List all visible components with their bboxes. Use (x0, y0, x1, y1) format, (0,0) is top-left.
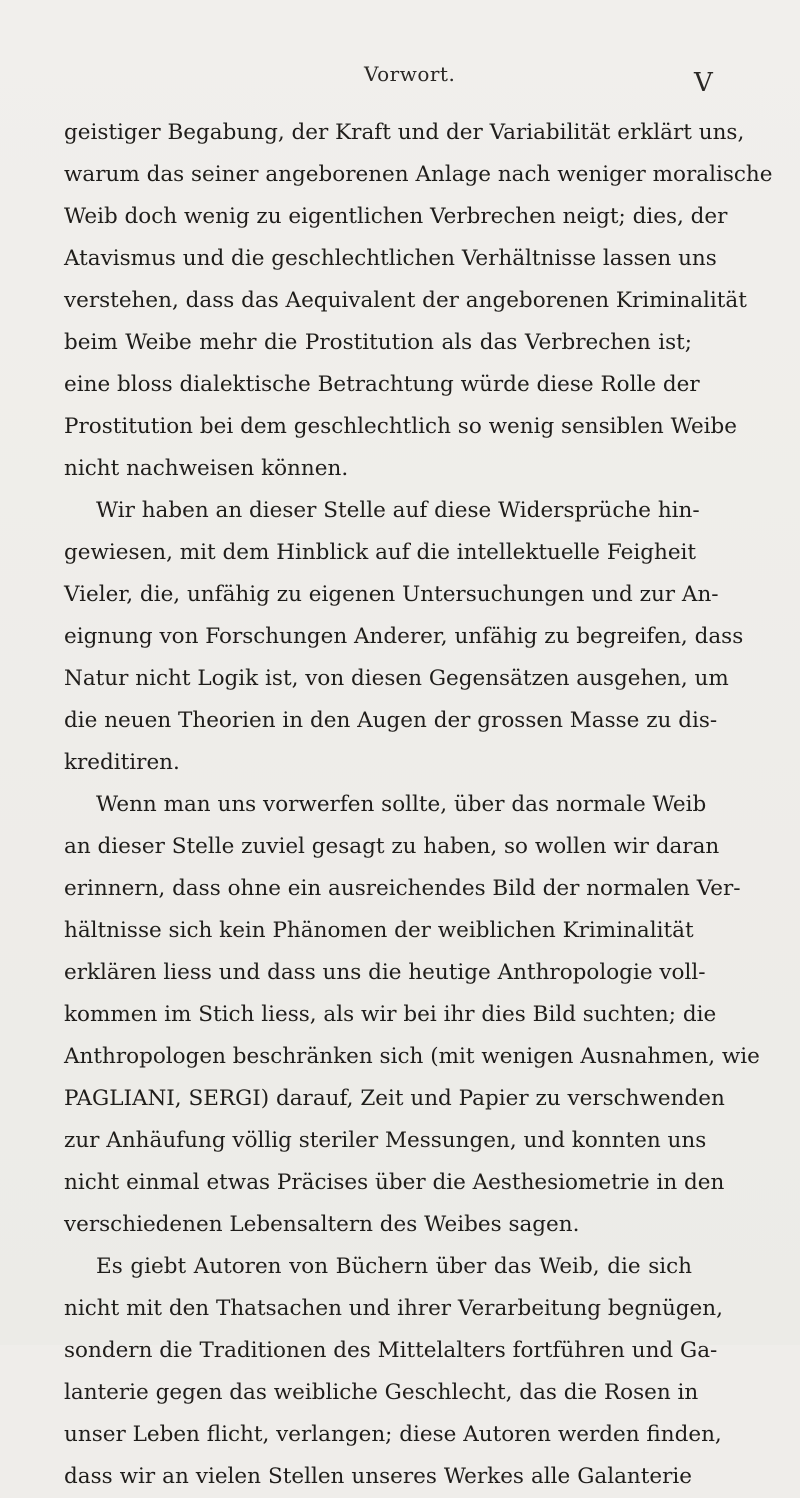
text-line: geistiger Begabung, der Kraft und der Variabilität erklärt uns, (64, 120, 745, 145)
text-line: dass wir an vielen Stellen unseres Werkes alle Galanterie (64, 1464, 692, 1489)
text-line: Prostitution bei dem geschlechtlich so wenig sensiblen Weibe (64, 414, 738, 439)
text-line: erinnern, dass ohne ein ausreichendes Bild der normalen Ver- (64, 876, 741, 901)
text-line: gewiesen, mit dem Hinblick auf die intellektuelle Feigheit (64, 540, 697, 565)
text-line: zur Anhäufung völlig steriler Messungen, und konnten uns (64, 1128, 707, 1153)
text-line: nicht einmal etwas Präcises über die Aesthesiometrie in den (64, 1170, 725, 1195)
text-line: an dieser Stelle zuviel gesagt zu haben, so wollen wir daran (64, 834, 720, 859)
text-line: Wir haben an dieser Stelle auf diese Widersprüche hin- (96, 498, 700, 523)
text-line: die neuen Theorien in den Augen der grossen Masse zu dis- (64, 708, 718, 733)
text-line: verschiedenen Lebensaltern des Weibes sagen. (64, 1212, 580, 1237)
text-line: PAGLIANI, SERGI) darauf, Zeit und Papier zu verschwenden (64, 1086, 725, 1111)
text-line: sondern die Traditionen des Mittelalters fortführen und Ga- (64, 1338, 718, 1363)
page-number: V (694, 68, 713, 98)
text-line: Natur nicht Logik ist, von diesen Gegensätzen ausgehen, um (64, 666, 729, 691)
text-line: erklären liess und dass uns die heutige Anthropologie voll- (64, 960, 706, 985)
text-line: Anthropologen beschränken sich (mit wenigen Ausnahmen, wie (64, 1044, 760, 1069)
body-text (64, 112, 773, 1498)
text-line: Es giebt Autoren von Büchern über das Weib, die sich (96, 1254, 692, 1279)
text-line: nicht nachweisen können. (64, 456, 349, 481)
text-line: nicht mit den Thatsachen und ihrer Verarbeitung begnügen, (64, 1296, 723, 1321)
text-line: hältnisse sich kein Phänomen der weiblichen Kriminalität (64, 918, 694, 943)
text-line: Vieler, die, unfähig zu eigenen Untersuchungen und zur An- (64, 582, 719, 607)
text-line: kommen im Stich liess, als wir bei ihr dies Bild suchten; die (64, 1002, 717, 1027)
text-line: kreditiren. (64, 750, 180, 775)
text-line: lanterie gegen das weibliche Geschlecht, das die Rosen in (64, 1380, 699, 1405)
text-line: eignung von Forschungen Anderer, unfähig zu begreifen, dass (64, 624, 744, 649)
text-line: Wenn man uns vorwerfen sollte, über das normale Weib (96, 792, 707, 817)
text-line: beim Weibe mehr die Prostitution als das Verbrechen ist; (64, 330, 692, 355)
text-line: verstehen, dass das Aequivalent der angeborenen Kriminalität (64, 288, 747, 313)
text-line: eine bloss dialektische Betrachtung würde diese Rolle der (64, 372, 700, 397)
running-head (0, 58, 800, 98)
text-line: Atavismus und die geschlechtlichen Verhältnisse lassen uns (64, 246, 717, 271)
running-head-title: Vorwort. (364, 62, 456, 86)
text-line: unser Leben flicht, verlangen; diese Autoren werden finden, (64, 1422, 722, 1447)
text-line: warum das seiner angeborenen Anlage nach weniger moralische (64, 162, 773, 187)
text-line: Weib doch wenig zu eigentlichen Verbrechen neigt; dies, der (64, 204, 728, 229)
